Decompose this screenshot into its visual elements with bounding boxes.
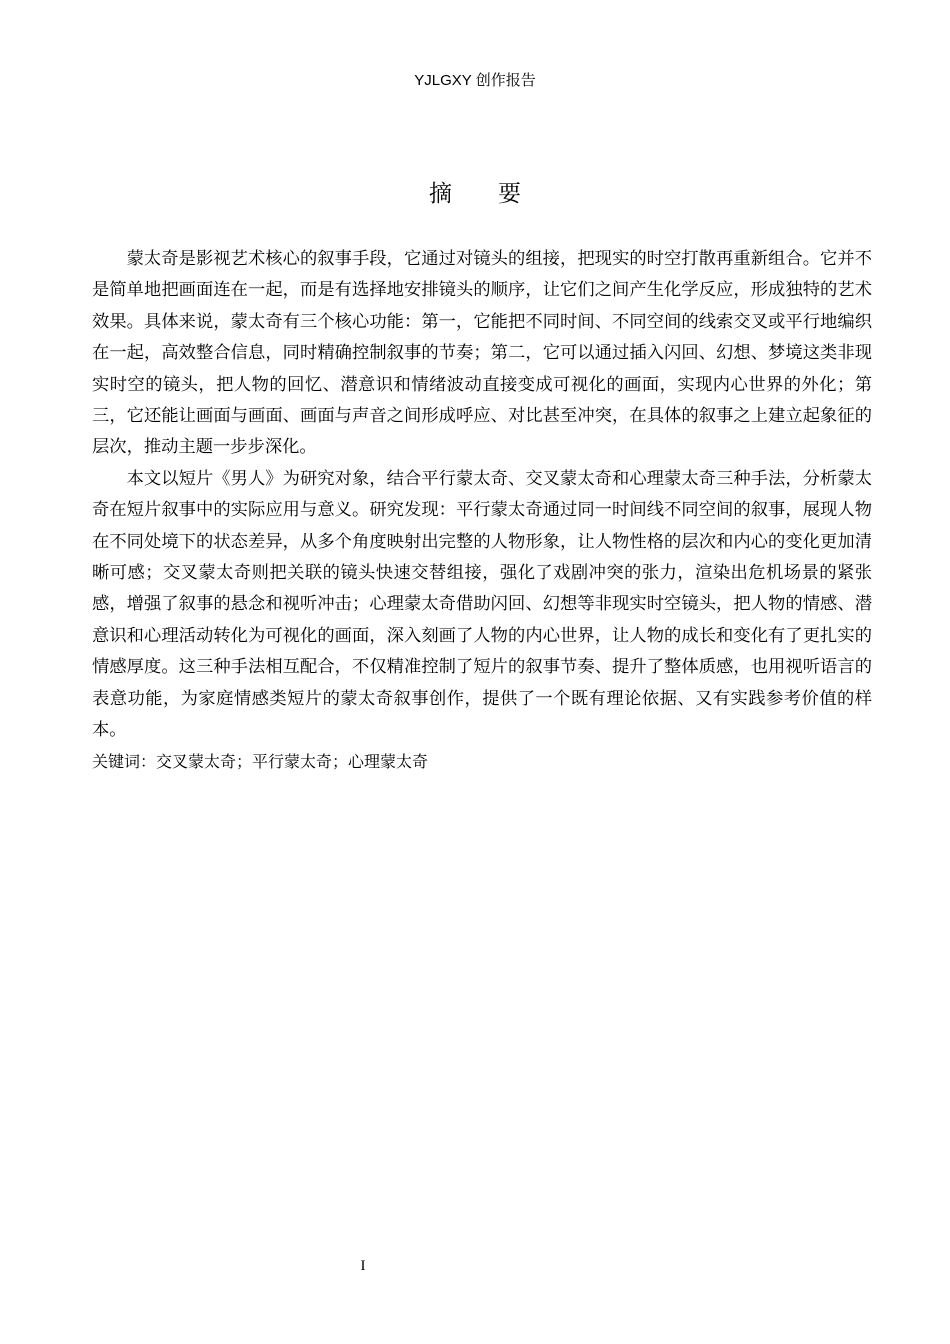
abstract-title-char-1: 摘 xyxy=(429,181,452,207)
page-number: I xyxy=(360,1258,366,1274)
abstract-paragraph-2: 本文以短片《男人》为研究对象，结合平行蒙太奇、交叉蒙太奇和心理蒙太奇三种手法，分析蒙太奇在短片叙事中的实际应用与意义。研究发现：平行蒙太奇通过同一时间线不同空间的叙事，展现人物在不同处境下的状态差异，从多个角度映射出完整的人物形象，让人物性格的层次和内心的变化更加清晰可感；交叉蒙太奇则把关联的镜头快速交替组接，强化了戏剧冲突的张力，渲染出危机场景的紧张感，增强了叙事的悬念和视听冲击；心理蒙太奇借助闪回、幻想等非现实时空镜头，把人物的情感、潜意识和心理活动转化为可视化的画面，深入刻画了人物的内心世界，让人物的成长和变化有了更扎实的情感厚度。这三种手法相互配合，不仅精准控制了短片的叙事节奏、提升了整体质感，也用视听语言的表意功能，为家庭情感类短片的蒙太奇叙事创作，提供了一个既有理论依据、又有实践参考价值的样本。 xyxy=(92,468,872,741)
abstract-body xyxy=(92,244,872,777)
document-header: YJLGXY 创作报告 xyxy=(414,72,536,89)
abstract-title xyxy=(0,178,950,210)
abstract-title-char-2: 要 xyxy=(498,181,521,207)
abstract-paragraph-1: 蒙太奇是影视艺术核心的叙事手段，它通过对镜头的组接，把现实的时空打散再重新组合。它并不是简单地把画面连在一起，而是有选择地安排镜头的顺序，让它们之间产生化学反应，形成独特的艺术效果。具体来说，蒙太奇有三个核心功能：第一，它能把不同时间、不同空间的线索交叉或平行地编织在一起，高效整合信息，同时精确控制叙事的节奏；第二，它可以通过插入闪回、幻想、梦境这类非现实时空的镜头，把人物的回忆、潜意识和情绪波动直接变成可视化的画面，实现内心世界的外化；第三，它还能让画面与画面、画面与声音之间形成呼应、对比甚至冲突，在具体的叙事之上建立起象征的层次，推动主题一步步深化。 xyxy=(92,249,872,458)
keywords-line: 关键词：交叉蒙太奇；平行蒙太奇；心理蒙太奇 xyxy=(92,751,429,771)
